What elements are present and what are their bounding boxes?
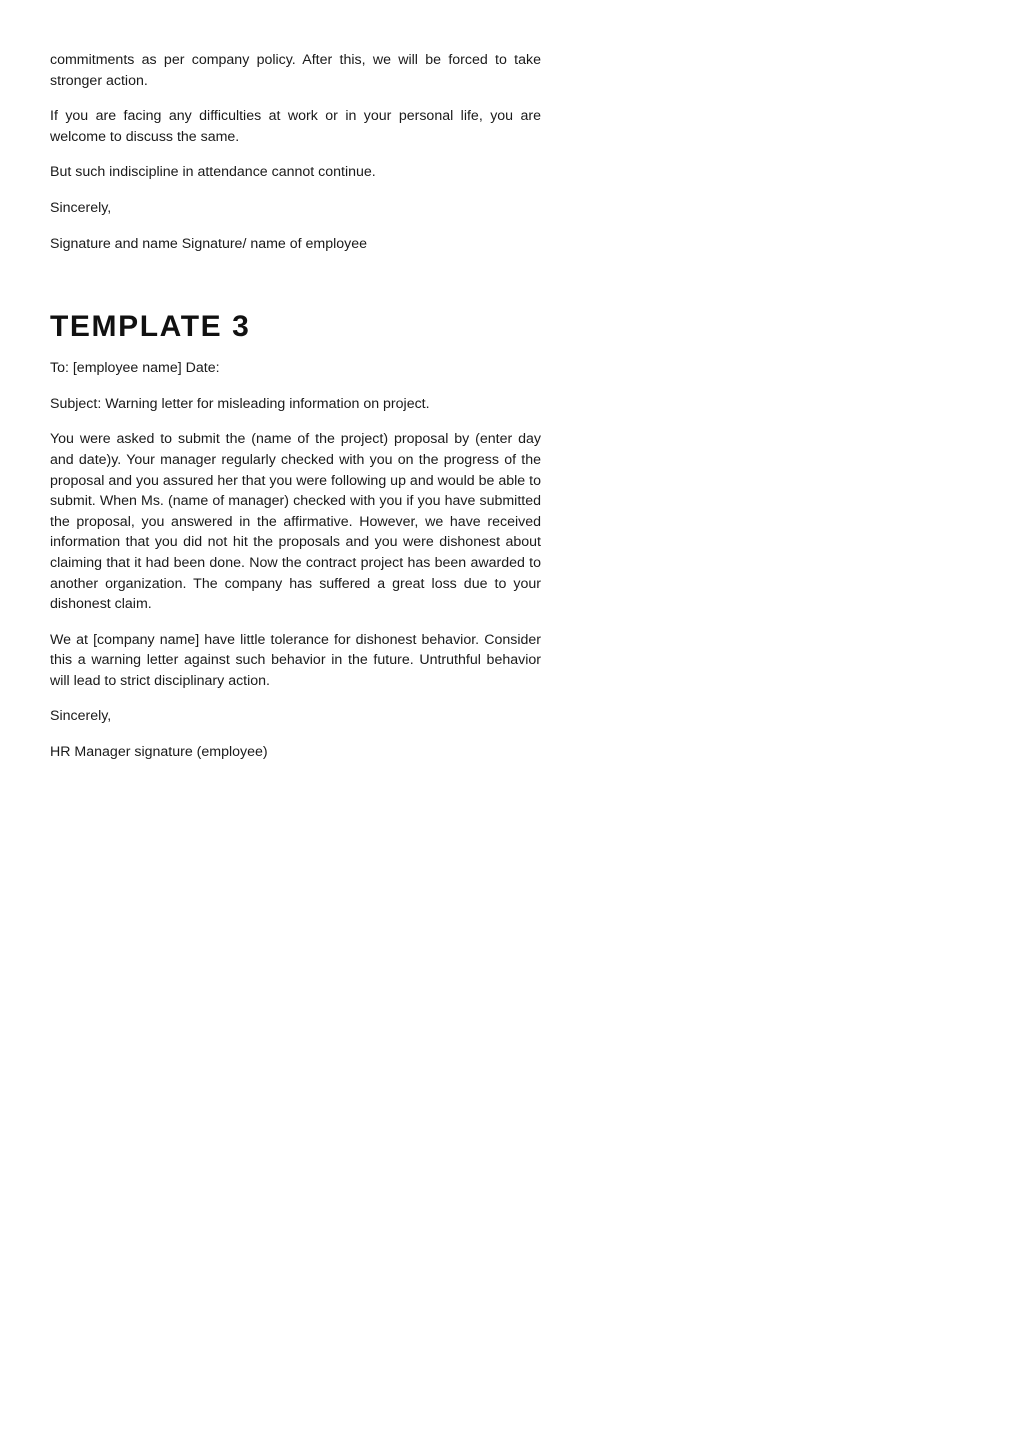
closing-sincerely-2: Sincerely, [50,708,112,725]
section-spacer [50,269,541,307]
letter-body-2: We at [company name] have little tolerance for dishonest behavior. Consider this a warning letter against such behavior in the future. Untruthful behavior will lead to strict disciplinary action. [50,631,541,689]
letter-body-1: You were asked to submit the (name of the project) proposal by (enter day and date)y. Your manager regularly checked with you on the progress of the proposal and you assured her that you were following up and would be able to submit. When Ms. (name of manager) checked with you if you have submitted the proposal, you answered in the affirmative. However, we have received information that you did not hit the proposals and you were dishonest about claiming that it had been done. Now the contract project has been awarded to another organization. The company has suffered a great loss due to your dishonest claim. [50,431,541,613]
subject-line: Subject: Warning letter for misleading information on project. [50,395,430,412]
signature-line: Signature and name Signature/ name of employee [50,235,368,252]
template-3-heading: TEMPLATE 3 [50,310,251,344]
to-line: To: [employee name] Date: [50,360,220,377]
hr-signature-line: HR Manager signature (employee) [50,744,268,761]
paragraph-difficulties: If you are facing any difficulties at work or in your personal life, you are welcome to discuss the same. [50,108,541,145]
document-page [50,50,541,778]
paragraph-indiscipline: But such indiscipline in attendance cannot continue. [50,164,376,181]
closing-sincerely: Sincerely, [50,199,112,216]
paragraph-commitments: commitments as per company policy. After this, we will be forced to take stronger action. [50,52,541,89]
